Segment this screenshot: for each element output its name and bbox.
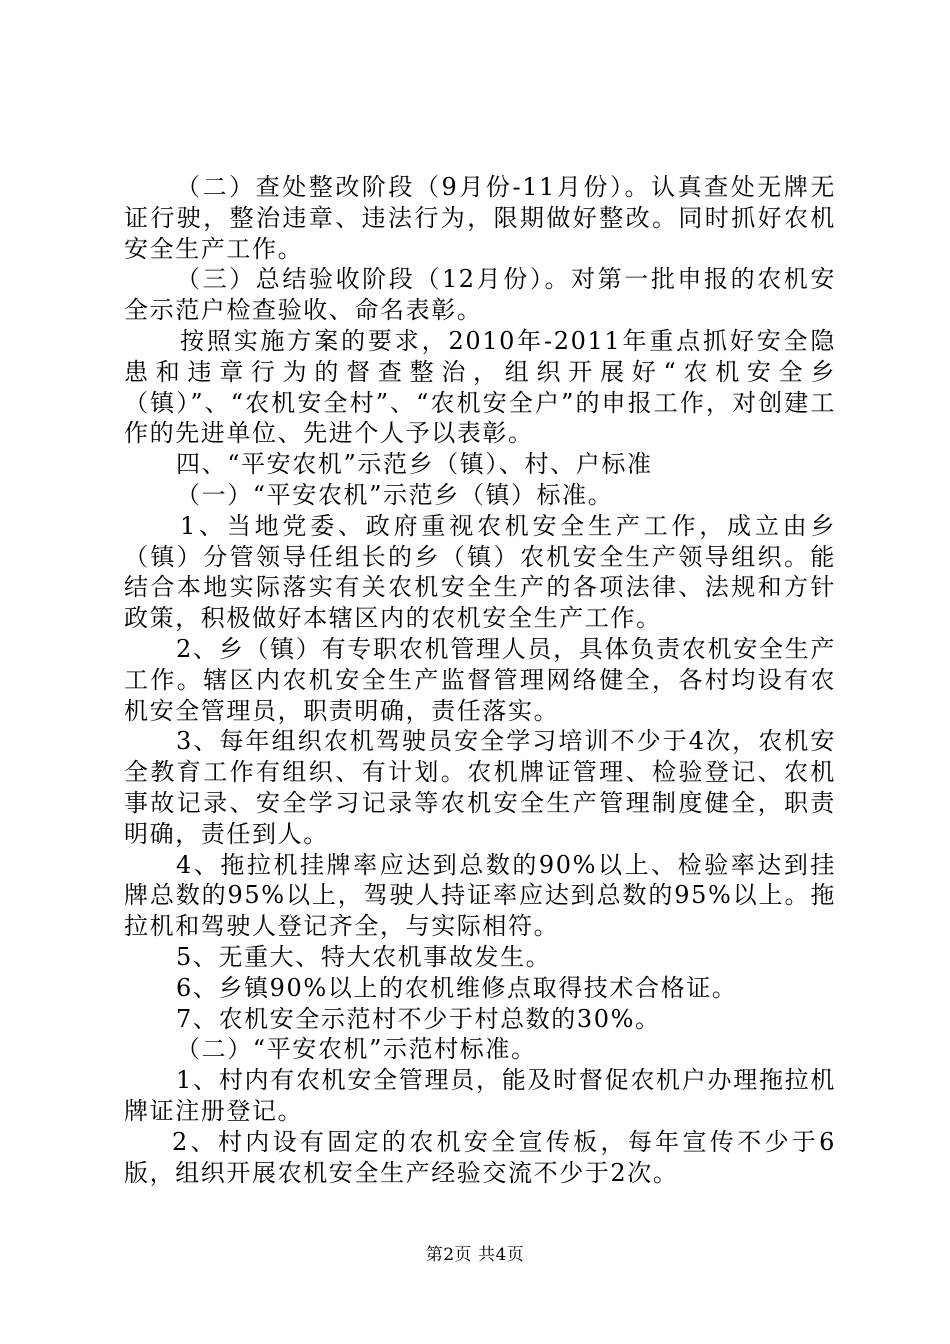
page-number-label: 第2页 共4页	[425, 1245, 525, 1265]
list-item-village-2: 2、村内设有固定的农机安全宣传板，每年宣传不少于6版，组织开展农机安全生产经验交流不少于2次。	[124, 1127, 836, 1187]
list-item-town-7: 7、农机安全示范村不少于村总数的30%。	[176, 1004, 661, 1033]
subheading-village-standard: （二）“平安农机”示范村标准。	[176, 1035, 537, 1064]
list-item-town-3: 3、每年组织农机驾驶员安全学习培训不少于4次，农机安全教育工作有组织、有计划。农机牌证管理、检验登记、农机事故记录、安全学习记录等农机安全生产管理制度健全，职责明确，责任到人。	[124, 727, 836, 848]
list-item-village-1: 1、村内有农机安全管理员，能及时督促农机户办理拖拉机牌证注册登记。	[124, 1066, 836, 1125]
document-body	[124, 172, 836, 1188]
paragraph-stage-two: （二）查处整改阶段（9月份-11月份）。认真查处无牌无证行驶，整治违章、违法行为，限期做好整改。同时抓好农机安全生产工作。	[124, 173, 836, 263]
list-item-town-1: 1、当地党委、政府重视农机安全生产工作，成立由乡（镇）分管领导任组长的乡（镇）农机安全生产领导组织。能结合本地实际落实有关农机安全生产的各项法律、法规和方针政策，积极做好本辖区内的农机安全生产工作。	[124, 511, 836, 633]
list-item-town-5: 5、无重大、特大农机事故发生。	[176, 942, 552, 971]
subheading-town-standard: （一）“平安农机”示范乡（镇）标准。	[176, 480, 614, 509]
list-item-town-2: 2、乡（镇）有专职农机管理人员，具体负责农机安全生产工作。辖区内农机安全生产监督管理网络健全，各村均设有农机安全管理员，职责明确，责任落实。	[124, 634, 836, 725]
list-item-town-4: 4、拖拉机挂牌率应达到总数的90%以上、检验率达到挂牌总数的95%以上，驾驶人持证率应达到总数的95%以上。拖拉机和驾驶人登记齐全，与实际相符。	[124, 850, 836, 941]
list-item-town-6: 6、乡镇90%以上的农机维修点取得技术合格证。	[176, 973, 738, 1002]
paragraph-stage-three: （三）总结验收阶段（12月份）。对第一批申报的农机安全示范户检查验收、命名表彰。	[124, 265, 836, 325]
paragraph-implementation: 按照实施方案的要求，2010年-2011年重点抓好安全隐患和违章行为的督查整治，组织开展好“农机安全乡（镇）”、“农机安全村”、“农机安全户”的申报工作，对创建工作的先进单位、先进个人予以表彰。	[124, 326, 836, 448]
section-heading-standards: 四、“平安农机”示范乡（镇）、村、户标准	[176, 450, 653, 479]
page-footer	[0, 1244, 950, 1266]
